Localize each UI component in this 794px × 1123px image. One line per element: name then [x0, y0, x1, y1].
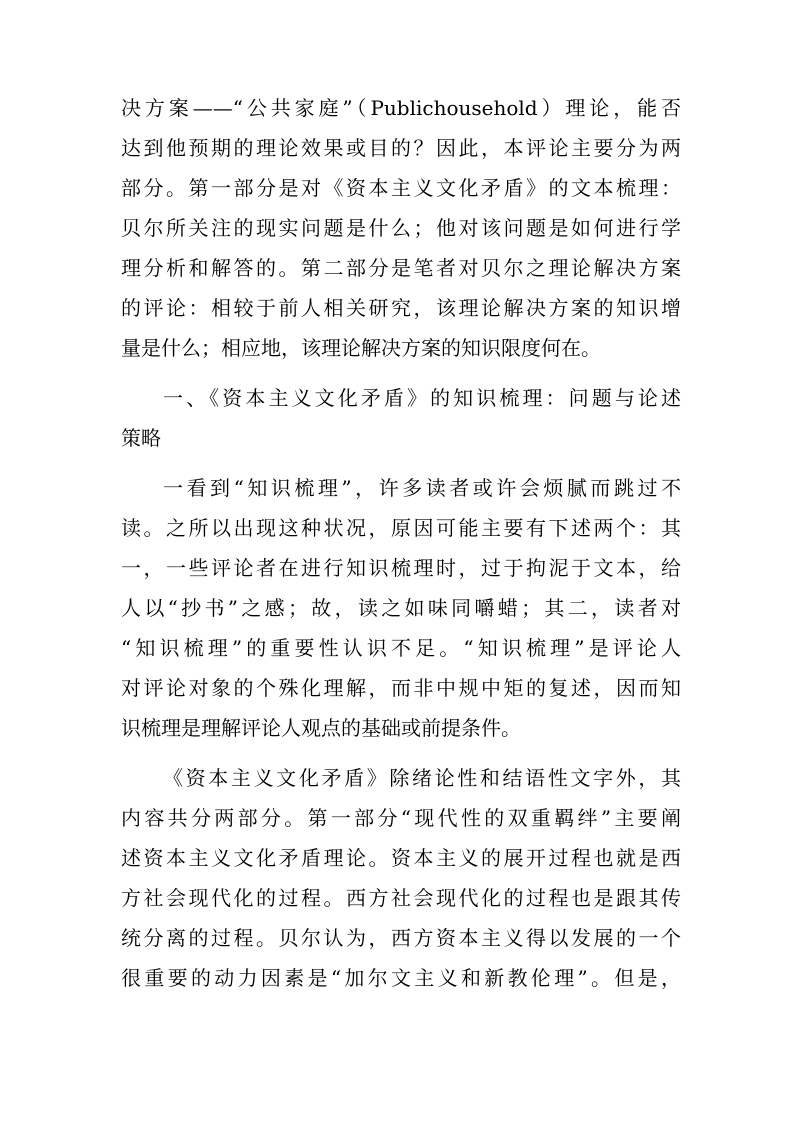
- knowledge-line-5: “知识梳理”的重要性认识不足。“知识梳理”是评论人: [121, 636, 681, 660]
- section-heading-line-2: 策略: [121, 426, 161, 450]
- intro-line-4: 贝尔所关注的现实问题是什么；他对该问题是如何进行学: [121, 216, 681, 240]
- intro-line-2: 达到他预期的理论效果或目的？因此，本评论主要分为两: [121, 136, 681, 160]
- knowledge-line-7: 识梳理是理解评论人观点的基础或前提条件。: [121, 716, 521, 740]
- knowledge-line-1: 一看到“知识梳理”，许多读者或许会烦腻而跳过不: [163, 476, 681, 500]
- intro-line-6: 的评论：相较于前人相关研究，该理论解决方案的知识增: [121, 296, 681, 320]
- content-line-1: 《资本主义文化矛盾》除绪论性和结语性文字外，其: [163, 766, 681, 790]
- content-line-4: 方社会现代化的过程。西方社会现代化的过程也是跟其传: [121, 886, 681, 910]
- content-line-2: 内容共分两部分。第一部分“现代性的双重羁绊”主要阐: [121, 806, 681, 830]
- knowledge-line-2: 读。之所以出现这种状况，原因可能主要有下述两个：其: [121, 516, 681, 540]
- content-line-3: 述资本主义文化矛盾理论。资本主义的展开过程也就是西: [121, 846, 681, 870]
- content-line-6: 很重要的动力因素是“加尔文主义和新教伦理”。但是，: [121, 966, 681, 990]
- knowledge-line-4: 人以“抄书”之感；故，读之如味同嚼蜡；其二，读者对: [121, 596, 681, 620]
- content-line-5: 统分离的过程。贝尔认为，西方资本主义得以发展的一个: [121, 926, 681, 950]
- intro-line-1: 决方案——“公共家庭”（Publichousehold）理论，能否: [121, 96, 681, 120]
- intro-line-5: 理分析和解答的。第二部分是笔者对贝尔之理论解决方案: [121, 256, 681, 280]
- intro-line-7: 量是什么；相应地，该理论解决方案的知识限度何在。: [121, 336, 601, 360]
- intro-line-3: 部分。第一部分是对《资本主义文化矛盾》的文本梳理：: [121, 176, 681, 200]
- knowledge-line-6: 对评论对象的个殊化理解，而非中规中矩的复述，因而知: [121, 676, 681, 700]
- knowledge-line-3: 一，一些评论者在进行知识梳理时，过于拘泥于文本，给: [121, 556, 681, 580]
- section-heading-line-1: 一、《资本主义文化矛盾》的知识梳理：问题与论述: [163, 386, 681, 410]
